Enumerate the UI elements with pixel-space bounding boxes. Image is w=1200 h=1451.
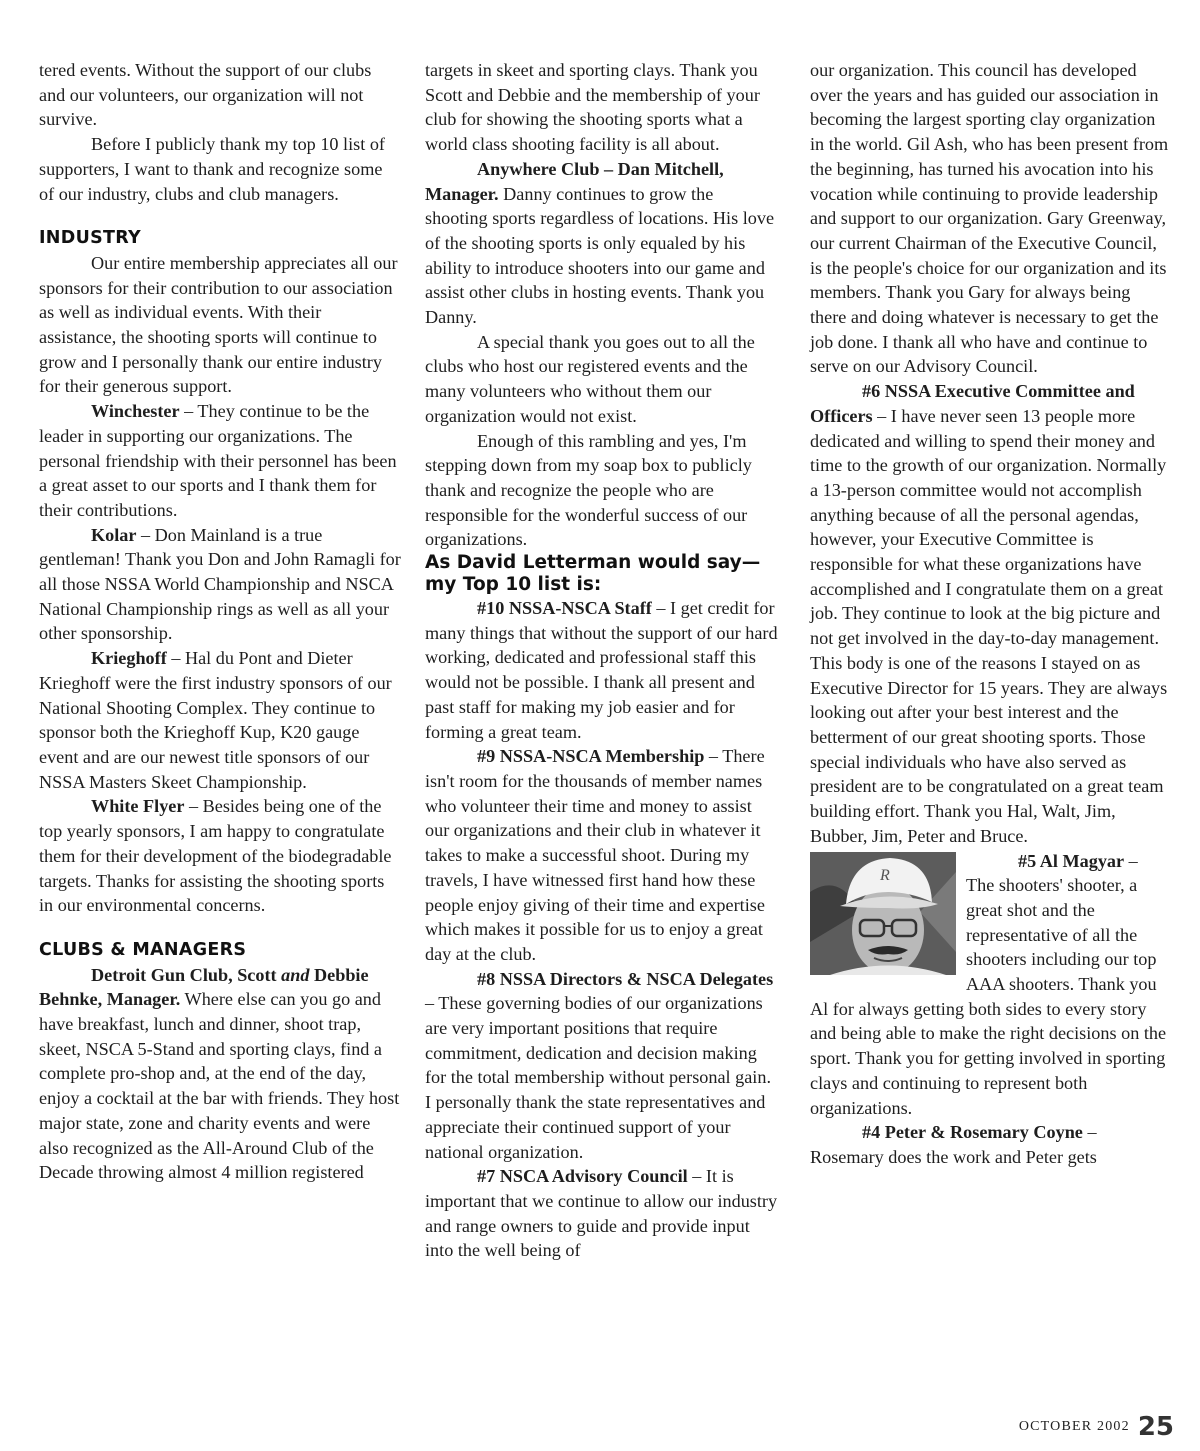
section-heading-clubs: CLUBS & MANAGERS [39, 939, 247, 960]
item-10 [425, 596, 780, 744]
paragraph: Before I publicly thank my top 10 list of supporters, I want to thank and recognize some of our industry, clubs and club managers. [39, 134, 385, 204]
sponsor-name: Winchester [91, 401, 180, 422]
item-4 [810, 1120, 1170, 1169]
paragraph-text: Where else can you go and have breakfast, lunch and dinner, shoot trap, skeet, NSCA 5-Stand and sporting clays, find a complete pro-shop and, at the end of the day, enjoy a cocktail at the bar with friends. They host major state, zone and charity events and were also recognized as the All-Around Club of the Decade throwing almost 4 million registered [39, 989, 400, 1183]
paragraph-text: – I get credit for many things that without the support of our hard working, dedicated and professional staff this would not be possible. I thank all present and past staff for making my job easier and for forming a great team. [425, 598, 778, 742]
paragraph-text: – Besides being one of the top yearly sponsors, I am happy to congratulate them for their development of the biodegradable targets. Thanks for assisting the shooting sports in our environmental concerns. [39, 796, 392, 916]
paragraph-text: – There isn't room for the thousands of member names who volunteer their time and money to assist our organizations and their club in whatever it takes to make a successful shoot. During my travels, I have witnessed first hand how these people enjoy giving of their time and expertise which makes it possible for us to enjoy a great day at the club. [425, 746, 765, 964]
column-2 [425, 58, 780, 1263]
paragraph: targets in skeet and sporting clays. Thank you Scott and Debbie and the membership of your club for showing the shooting sports what a world class shooting facility is all about. [425, 60, 760, 155]
item-8 [425, 967, 780, 1165]
paragraph: A special thank you goes out to all the clubs who host our registered events and the many volunteers who without them our organization would not exist. [425, 331, 755, 426]
paragraph-text: Danny continues to grow the shooting sports regardless of locations. His love of the shooting sports is only equaled by his ability to introduce shooters into our game and assist other clubs in hosting events. Thank you Danny. [425, 183, 775, 328]
paragraph-winchester [39, 399, 401, 523]
paragraph-detroit [39, 963, 401, 1185]
sponsor-name: Kolar [91, 524, 137, 545]
paragraph: Our entire membership appreciates all our sponsors for their contribution to our association as well as individual events. With their assistance, the shooting sports will continue to grow and I personally thank our entire industry for their generous support. [39, 252, 398, 397]
item-title: #9 NSSA-NSCA Membership [477, 746, 705, 767]
paragraph: tered events. Without the support of our clubs and our volunteers, our organization will not survive. [39, 60, 372, 130]
paragraph-text: – The shooters' shooter, a great shot and the representative of all the shooters including our top AAA shooters. Thank you Al for always getting both sides to every story and being able to make the right decisions on the sport. Thank you for getting involved in sporting clays and continuing to represent both organizations. [810, 850, 1167, 1118]
club-name: Detroit Gun Club, Scott [91, 964, 282, 985]
paragraph-text: – These governing bodies of our organizations are very important positions that require commitment, dedication and decision making for the total membership without personal gain. I personally thank the state representatives and appreciate their continued support of your national organization. [425, 993, 771, 1162]
column-3 [810, 58, 1170, 1170]
paragraph-krieghoff [39, 646, 401, 794]
issue-date: OCTOBER 2002 [1018, 1419, 1130, 1434]
item-6 [810, 379, 1170, 848]
paragraph-text: – Hal du Pont and Dieter Krieghoff were the first industry sponsors of our National Shooting Complex. They continue to sponsor both the Krieghoff Kup, K20 gauge event and are our newest title sponsors of our NSSA Masters Skeet Championship. [39, 648, 392, 792]
item-title: #4 Peter & Rosemary Coyne [862, 1122, 1083, 1143]
sponsor-name: Krieghoff [91, 648, 167, 669]
item-title: #10 NSSA-NSCA Staff [477, 598, 652, 619]
paragraph-text: – Don Mainland is a true gentleman! Thank you Don and John Ramagli for all those NSSA World Championship and NSCA National Championship rings as well as all your other sponsorship. [39, 524, 401, 644]
item-title: #5 Al Magyar [1018, 850, 1125, 871]
paragraph: our organization. This council has developed over the years and has guided our association in becoming the largest sporting clay organization in the world. Gil Ash, who has been present from the beginning, has turned his avocation into his vocation while continuing to provide leadership and support to our organization. Gary Greenway, our current Chairman of the Executive Council, is the people's choice for our organization and its members. Thank you Gary for always being there and doing whatever is necessary to get the job done. I thank all who have and continue to serve on our Advisory Council. [810, 60, 1169, 377]
page-number: 25 [1137, 1412, 1174, 1442]
item-title: #7 NSCA Advisory Council [477, 1166, 688, 1187]
paragraph-text: – They continue to be the leader in supporting our organizations. The personal friendship with their personnel has been a great asset to our sports and I thank them for their contributions. [39, 401, 397, 520]
item-9 [425, 744, 780, 966]
club-name-and: and [281, 964, 310, 985]
paragraph-kolar [39, 523, 401, 647]
paragraph-text: – Rosemary does the work and Peter gets [810, 1122, 1097, 1167]
page-footer [1019, 1412, 1174, 1442]
column-1 [39, 58, 401, 1185]
item-title: #8 NSSA Directors & NSCA Delegates [477, 968, 774, 989]
section-heading-industry: INDUSTRY [39, 228, 142, 249]
paragraph-text: – I have never seen 13 people more dedicated and willing to spend their money and time to the growth of our organization. Normally a 13-person committee would not accomplish anything because of all the personal agendas, however, your Executive Committee is responsible for what these organizations have accomplished and I congratulate them on a great job. They continue to look at the big picture and not get involved in the day-to-day management. This body is one of the reasons I stayed on as Executive Director for 15 years. They are always looking out after your best interest and the betterment of our great shooting sports. Those special individuals who have also served as president are to be congratulated on a great team building effort. Thank you Hal, Walt, Jim, Bubber, Jim, Peter and Bruce. [810, 405, 1168, 846]
club-name-2: Debbie Behnke, Manager. [39, 964, 369, 1010]
paragraph-white-flyer [39, 794, 401, 918]
paragraph-text: – It is important that we continue to allow our industry and range owners to guide and provide input into the well being of [425, 1166, 778, 1261]
item-7 [425, 1164, 780, 1263]
top-ten-heading: As David Letterman would say—my Top 10 list is: [425, 552, 761, 596]
al-magyar-photo [810, 852, 956, 975]
svg-text:R: R [880, 866, 890, 884]
portrait-illustration [810, 852, 956, 975]
item-title: #6 NSSA Executive Committee and Officers [810, 381, 1135, 426]
club-name: Anywhere Club – Dan Mitchell, Manager. [425, 158, 724, 204]
paragraph: Enough of this rambling and yes, I'm stepping down from my soap box to publicly thank and recognize the people who are responsible for the wonderful success of our organizations. [425, 430, 752, 550]
sponsor-name: White Flyer [91, 796, 185, 817]
paragraph-anywhere [425, 157, 780, 330]
